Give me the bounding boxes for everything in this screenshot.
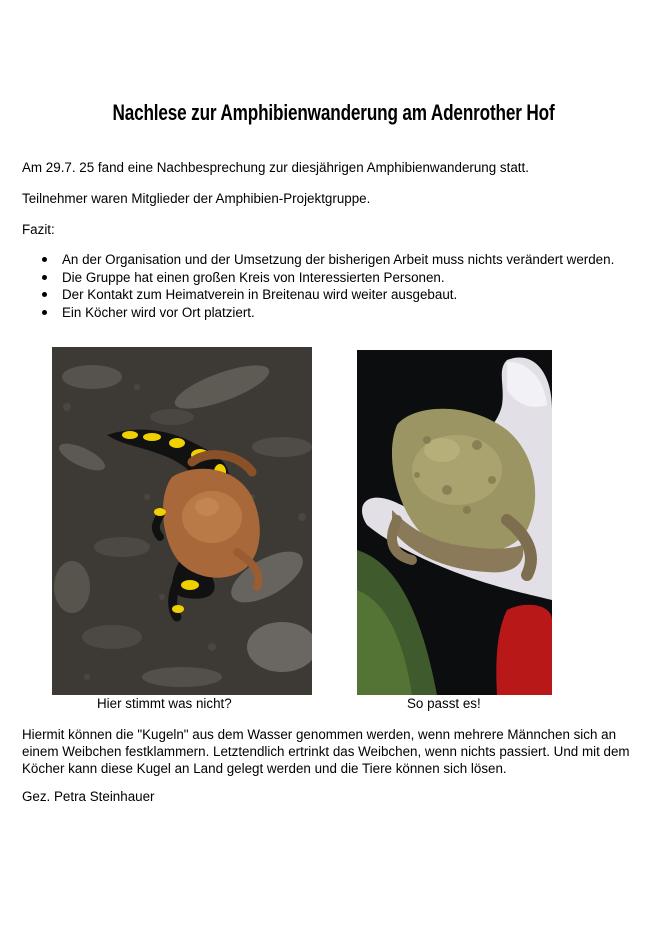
list-item: Die Gruppe hat einen großen Kreis von Interessierten Personen. (22, 269, 614, 287)
bullet-icon (42, 257, 47, 262)
intro-paragraph: Am 29.7. 25 fand eine Nachbesprechung zur diesjährigen Amphibienwanderung statt. (22, 160, 529, 175)
bullet-icon (42, 292, 47, 297)
fazit-list (22, 251, 614, 321)
salamander-toad-photo (52, 347, 312, 695)
bullet-icon (42, 310, 47, 315)
photo-caption-left: Hier stimmt was nicht? (97, 696, 232, 711)
list-item: Ein Köcher wird vor Ort platziert. (22, 304, 614, 322)
closing-paragraph: Hiermit können die "Kugeln" aus dem Wasser genommen werden, wenn mehrere Männchen sich an einem Weibchen festklammern. Letztendlich ertrinkt das Weibchen, wenn nichts passiert. Und mit dem Köcher kann diese Kugel an Land gelegt werden und die Tiere können sich lösen. (22, 727, 630, 776)
salamander-toad-illustration (52, 347, 312, 695)
list-item: Der Kontakt zum Heimatverein in Breitenau wird weiter ausgebaut. (22, 286, 614, 304)
bullet-icon (42, 275, 47, 280)
participants-paragraph: Teilnehmer waren Mitglieder der Amphibien-Projektgruppe. (22, 191, 371, 206)
signature: Gez. Petra Steinhauer (22, 789, 155, 804)
toad-pair-photo (357, 350, 552, 695)
photo-caption-right: So passt es! (407, 696, 481, 711)
toad-pair-illustration (357, 350, 552, 695)
page-title: Nachlese zur Amphibienwanderung am Adenrother Hof (112, 100, 555, 125)
fazit-label: Fazit: (22, 222, 55, 237)
list-item: An der Organisation und der Umsetzung der bisherigen Arbeit muss nichts verändert werden. (22, 251, 614, 269)
